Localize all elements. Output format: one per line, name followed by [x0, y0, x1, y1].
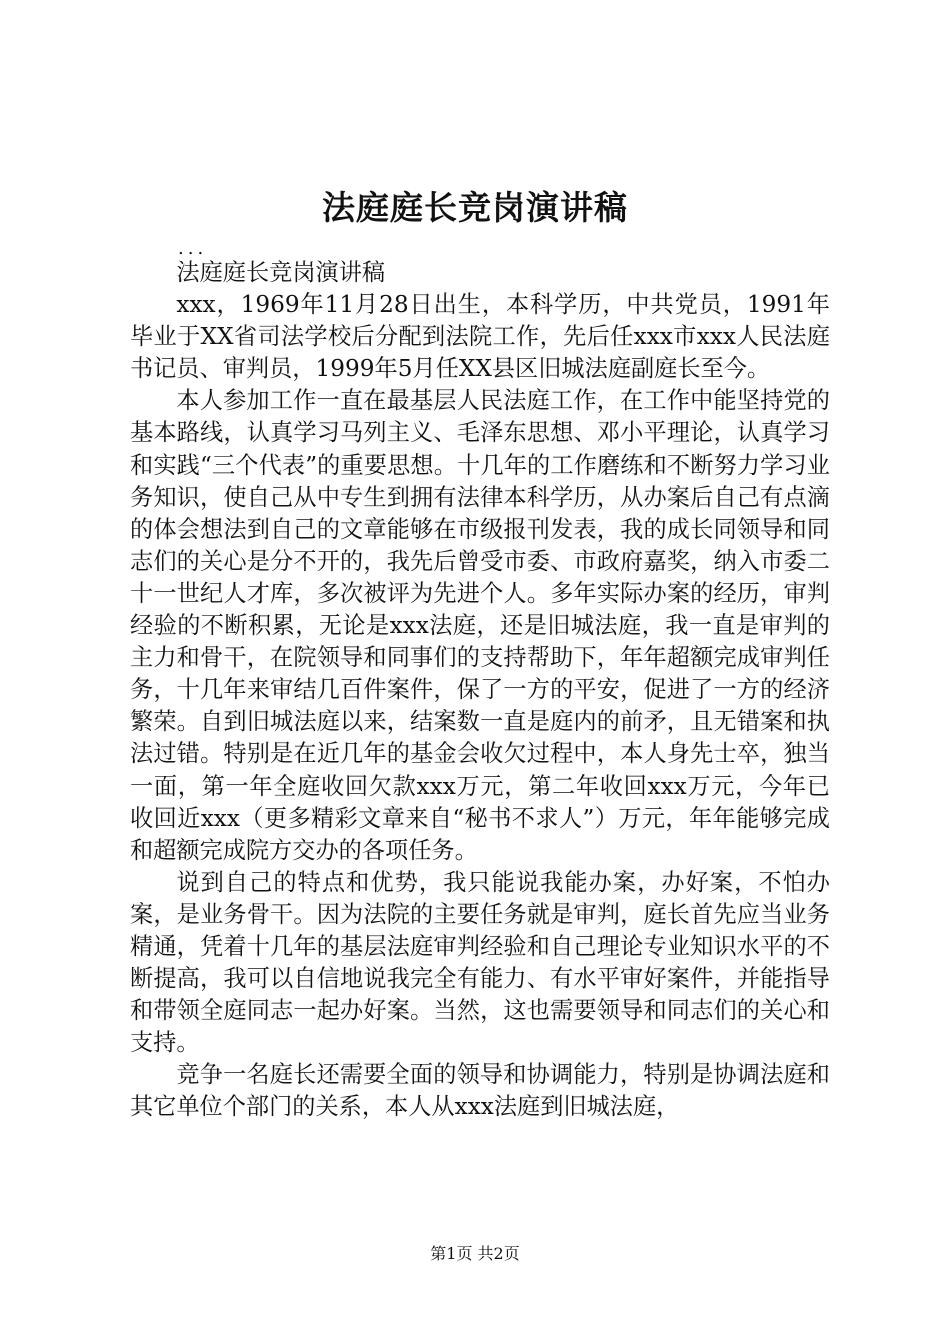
document-body [130, 257, 830, 1124]
paragraph-leadership: 竞争一名庭长还需要全面的领导和协调能力，特别是协调法庭和其它单位个部门的关系，本人从xxx法庭到旧城法庭， [130, 1061, 830, 1121]
page-footer: 第1页 共2页 [430, 1244, 520, 1263]
paragraph-subtitle: 法庭庭长竞岗演讲稿 [176, 259, 386, 286]
document-title: 法庭庭长竞岗演讲稿 [322, 188, 628, 227]
paragraph-experience: 本人参加工作一直在最基层人民法庭工作，在工作中能坚持党的基本路线，认真学习马列主义、毛泽东思想、邓小平理论，认真学习和实践“三个代表”的重要思想。十几年的工作磨练和不断努力学习业务知识，使自己从中专生到拥有法律本科学历，从办案后自己有点滴的体会想法到自己的文章能够在市级报刊发表，我的成长同领导和同志们的关心是分不开的，我先后曾受市委、市政府嘉奖，纳入市委二十一世纪人才库，多次被评为先进个人。多年实际办案的经历，审判经验的不断积累，无论是xxx法庭，还是旧城法庭，我一直是审判的主力和骨干，在院领导和同事们的支持帮助下，年年超额完成审判任务，十几年来审结几百件案件，保了一方的平安，促进了一方的经济繁荣。自到旧城法庭以来，结案数一直是庭内的前矛，且无错案和执法过错。特别是在近几年的基金会收欠过程中，本人身先士卒，独当一面，第一年全庭收回欠款xxx万元，第二年收回xxx万元，今年已收回近xxx（更多精彩文章来自“秘书不求人”）万元，年年能够完成和超额完成院方交办的各项任务。 [130, 387, 830, 864]
paragraph-intro: xxx，1969年11月28日出生，本科学历，中共党员，1991年毕业于XX省司法学校后分配到法院工作，先后任xxx市xxx人民法庭书记员、审判员，1999年5月任XX县区旧城法庭副庭长至今。 [130, 291, 830, 383]
paragraph-strengths: 说到自己的特点和优势，我只能说我能办案，办好案，不怕办案，是业务骨干。因为法院的主要任务就是审判，庭长首先应当业务精通，凭着十几年的基层法庭审判经验和自己理论专业知识水平的不断提高，我可以自信地说我完全有能力、有水平审好案件，并能指导和带领全庭同志一起办好案。当然，这也需要领导和同志们的关心和支持。 [130, 868, 830, 1057]
ellipsis-marker: ... [178, 238, 208, 259]
